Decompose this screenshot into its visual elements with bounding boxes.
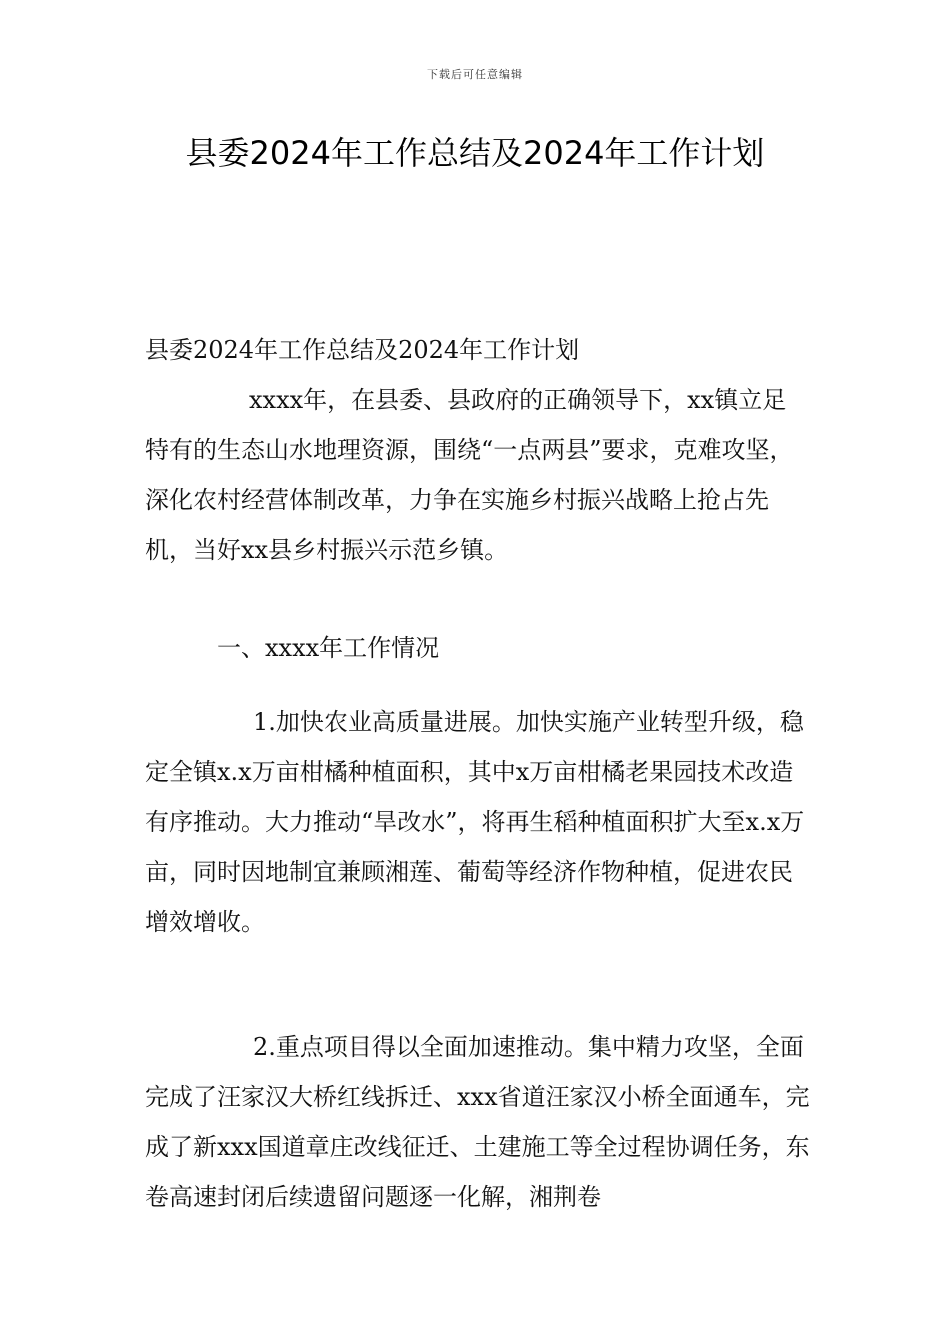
intro-paragraph: xxxx年，在县委、县政府的正确领导下，xx镇立足特有的生态山水地理资源，围绕“一点两县”要求，克难攻坚，深化农村经营体制改革，力争在实施乡村振兴战略上抢占先机，当好xx县乡村振兴示范乡镇。 — [145, 386, 794, 564]
paragraph-key-projects: 2.重点项目得以全面加速推动。集中精力攻坚，全面完成了汪家汉大桥红线拆迁、xxx省道汪家汉小桥全面通车，完成了新xxx国道章庄改线征迁、土建施工等全过程协调任务，东卷高速封闭后续遗留问题逐一化解，湘荆卷 — [145, 1033, 810, 1211]
document-title: 县委2024年工作总结及2024年工作计划 — [185, 134, 765, 172]
paragraph-agriculture: 1.加快农业高质量进展。加快实施产业转型升级，稳定全镇x.x万亩柑橘种植面积，其中x万亩柑橘老果园技术改造有序推动。大力推动“旱改水”，将再生稻种植面积扩大至x.x万亩，同时因地制宜兼顾湘莲、葡萄等经济作物种植，促进农民增效增收。 — [145, 708, 805, 936]
section-heading: 一、xxxx年工作情况 — [217, 634, 440, 662]
header-note: 下载后可任意编辑 — [427, 68, 523, 81]
document-subtitle: 县委2024年工作总结及2024年工作计划 — [145, 336, 580, 364]
